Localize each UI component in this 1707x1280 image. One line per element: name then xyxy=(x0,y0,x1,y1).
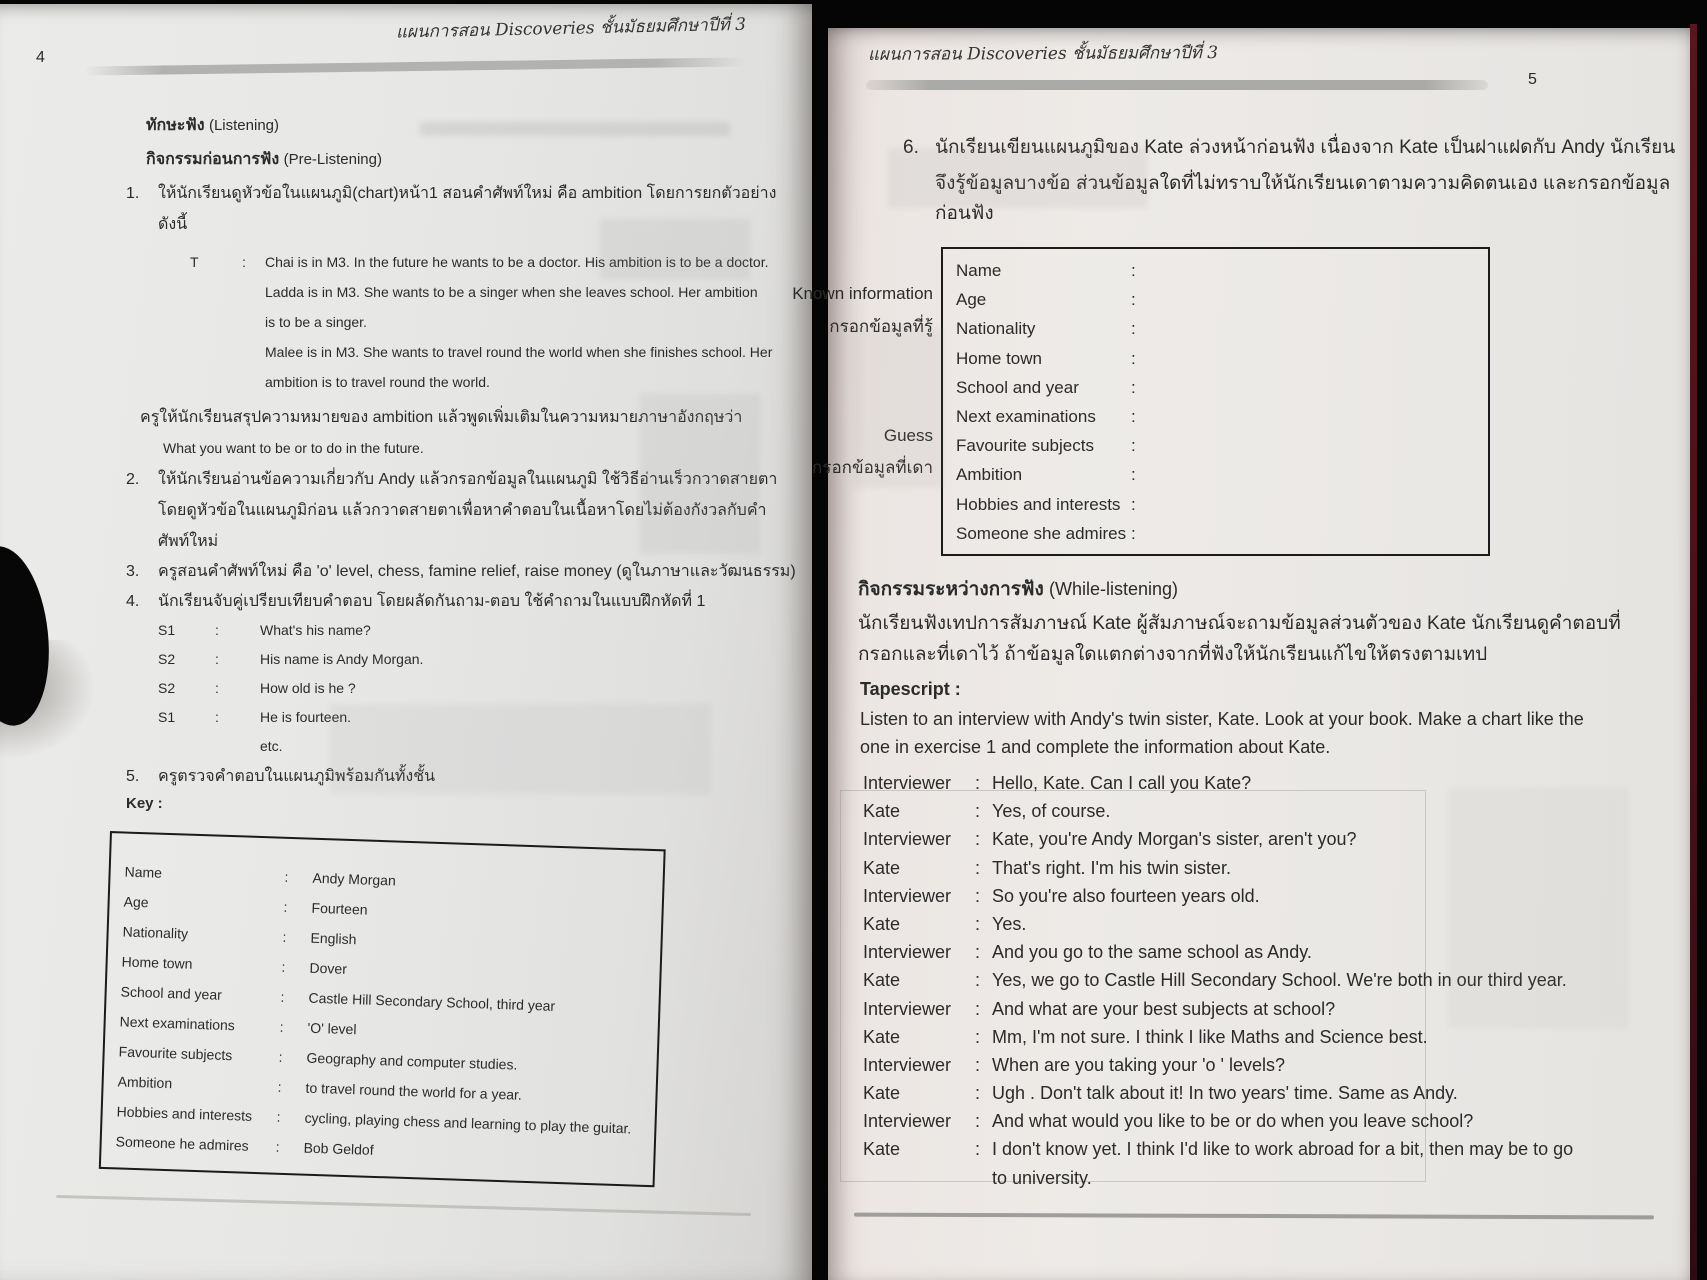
interview-text: Mm, I'm not sure. I think I like Maths and Science best. xyxy=(992,1026,1428,1047)
speaker-label: Kate xyxy=(863,857,901,878)
interview-line xyxy=(863,1168,1573,1196)
step-5 xyxy=(126,767,435,787)
interview-line xyxy=(863,999,1573,1027)
known-information-label: Known information xyxy=(792,284,933,303)
interview-line xyxy=(863,1111,1573,1139)
chart-row xyxy=(943,407,1488,436)
subsection-heading-english: (Pre-Listening) xyxy=(283,151,382,168)
interview-text: When are you taking your 'o ' levels? xyxy=(992,1054,1286,1075)
step-1-line-2: ดังนี้ xyxy=(158,216,188,233)
interview-line xyxy=(863,1139,1573,1167)
key-row-label: Next examinations xyxy=(119,1013,236,1034)
pair-line xyxy=(158,709,423,738)
known-information-label-thai: กรอกข้อมูลที่รู้ xyxy=(829,317,933,336)
step-4-text: นักเรียนจับคู่เปรียบเทียบคำตอบ โดยผลัดกันถาม-ตอบ ใช้คำถามในแบบฝึกหัดที่ 1 xyxy=(158,593,706,610)
chart-row-label: Next examinations xyxy=(956,406,1096,426)
teacher-text: ambition is to travel round the world. xyxy=(265,374,490,390)
step-6-line-1 xyxy=(903,136,1675,160)
key-row-label: Favourite subjects xyxy=(118,1043,233,1064)
step-6-number: 6. xyxy=(903,137,919,158)
interview-text: Yes, of course. xyxy=(992,801,1111,822)
step-1-text: ให้นักเรียนดูหัวข้อในแผนภูมิ(chart)หน้า1 สอนคำศัพท์ใหม่ คือ ambition โดยการยกตัวอย่าง xyxy=(158,185,777,202)
teacher-line xyxy=(190,314,772,344)
guess-label-thai: กรอกข้อมูลที่เดา xyxy=(812,458,933,477)
colon: : xyxy=(281,958,286,975)
colon: : xyxy=(975,829,981,850)
chart-row-label: Nationality xyxy=(956,319,1036,339)
key-row-value: 'O' level xyxy=(307,1019,357,1038)
step-3-text: ครูสอนคำศัพท์ใหม่ คือ 'o' level, chess, famine relief, raise money (ดูในภาษาและวัฒนธรรม) xyxy=(158,563,796,580)
step-4 xyxy=(126,592,705,612)
interview-text: to university. xyxy=(992,1167,1092,1188)
running-head-left: แผนการสอน Discoveries ชั้นมัธยมศึกษาปีที่ 3 xyxy=(395,14,747,43)
footer-rule-right xyxy=(854,1213,1654,1220)
colon: : xyxy=(215,680,219,696)
while-listening-heading xyxy=(858,578,1178,602)
interview-line xyxy=(863,801,1573,829)
teacher-model-dialogue xyxy=(190,254,772,404)
step-5-text: ครูตรวจคำตอบในแผนภูมิพร้อมกันทั้งชั้น xyxy=(158,768,436,785)
teacher-text: Chai is in M3. In the future he wants to be a doctor. His ambition is to be a doctor. xyxy=(265,254,769,270)
ambition-summary-thai: ครูให้นักเรียนสรุปความหมายของ ambition แล้วพูดเพิ่มเติมในความหมายภาษาอังกฤษว่า xyxy=(140,409,743,426)
speaker-label: Interviewer xyxy=(863,773,952,793)
pair-line xyxy=(158,622,423,651)
key-row-label: Name xyxy=(124,863,163,881)
colon: : xyxy=(1131,290,1136,310)
pair-line xyxy=(158,680,423,709)
key-label: Key : xyxy=(126,795,163,812)
interview-text: I don't know yet. I think I'd like to work abroad for a bit, then may be to go xyxy=(992,1139,1574,1160)
chart-row xyxy=(943,261,1488,290)
tapescript-label: Tapescript : xyxy=(860,679,961,699)
interview-line xyxy=(863,1027,1573,1055)
bleed-through-artifact xyxy=(420,122,730,136)
speaker-label: Interviewer xyxy=(863,1054,952,1075)
colon: : xyxy=(1131,436,1136,456)
interview-transcript xyxy=(863,773,1573,1196)
colon: : xyxy=(975,1083,981,1104)
section-heading-listening xyxy=(146,116,279,136)
interview-text: And you go to the same school as Andy. xyxy=(992,942,1312,963)
speaker-label: Kate xyxy=(863,970,901,991)
speaker-label: Kate xyxy=(863,801,901,822)
key-row-label: Home town xyxy=(121,953,193,972)
key-row-value: to travel round the world for a year. xyxy=(305,1079,523,1103)
tapescript-intro-line-2: one in exercise 1 and complete the information about Kate. xyxy=(860,737,1331,757)
step-3-number: 3. xyxy=(126,563,140,580)
step-1-line-1 xyxy=(126,184,776,204)
colon: : xyxy=(975,1026,981,1047)
colon: : xyxy=(277,1078,282,1095)
step-2-line-2: โดยดูหัวข้อในแผนภูมิก่อน แล้วกวาดสายตาเพื่อหาคำตอบในเนื้อหาโดยไม่ต้องกังวลกับคำ xyxy=(158,502,767,519)
key-row-label: Someone he admires xyxy=(115,1133,249,1154)
teacher-text: Ladda is in M3. She wants to be a singer when she leaves school. Her ambition xyxy=(265,284,758,300)
chart-row-label: Home town xyxy=(956,348,1042,368)
colon: : xyxy=(975,1054,981,1075)
chart-row-label: Hobbies and interests xyxy=(956,494,1121,514)
interview-line xyxy=(863,914,1573,942)
pair-text: What's his name? xyxy=(260,622,371,638)
colon: : xyxy=(280,988,285,1005)
left-page xyxy=(0,4,812,1280)
speaker-label: Interviewer xyxy=(863,998,952,1019)
speaker-label: S1 xyxy=(158,622,176,638)
while-listening-heading-english: (While-listening) xyxy=(1049,579,1179,599)
teacher-line xyxy=(190,374,772,404)
chart-row-label: Someone she admires xyxy=(956,523,1127,543)
key-row-value: Castle Hill Secondary School, third year xyxy=(308,989,556,1014)
interview-text: Yes. xyxy=(992,913,1027,934)
colon: : xyxy=(275,1138,280,1155)
colon: : xyxy=(975,1111,981,1132)
interview-line xyxy=(863,829,1573,857)
speaker-label: Kate xyxy=(863,913,901,934)
speaker-label: Kate xyxy=(863,1083,901,1104)
chart-row xyxy=(943,349,1488,378)
guess-label: Guess xyxy=(883,426,933,445)
speaker-label xyxy=(863,1168,975,1196)
colon: : xyxy=(975,1139,981,1160)
colon: : xyxy=(975,857,981,878)
chart-row-label: School and year xyxy=(956,377,1079,397)
speaker-label: T xyxy=(190,254,199,270)
colon: : xyxy=(215,709,219,725)
chart-row-label: Ambition xyxy=(956,465,1023,485)
colon: : xyxy=(975,773,981,793)
answer-key-chart xyxy=(99,831,666,1187)
right-page-number: 5 xyxy=(1528,71,1537,88)
colon: : xyxy=(242,254,246,270)
running-head-right: แผนการสอน Discoveries ชั้นมัธยมศึกษาปีที่ 3 xyxy=(867,43,1219,65)
interview-line xyxy=(863,970,1573,998)
step-2-text: ให้นักเรียนอ่านข้อความเกี่ยวกับ Andy แล้วกรอกข้อมูลในแผนภูมิ ใช้วิธีอ่านเร็วกวาดสายตา xyxy=(158,471,778,488)
colon: : xyxy=(215,651,219,667)
header-rule-right xyxy=(866,80,1488,90)
interview-line xyxy=(863,858,1573,886)
colon: : xyxy=(278,1048,283,1065)
colon: : xyxy=(284,868,289,885)
colon: : xyxy=(283,898,288,915)
interview-line xyxy=(863,1083,1573,1111)
key-row-label: Age xyxy=(123,893,149,911)
left-page-number: 4 xyxy=(36,49,45,66)
colon xyxy=(975,1168,992,1196)
while-listening-line-2: กรอกและที่เดาไว้ ถ้าข้อมูลใดแตกต่างจากที่ฟังให้นักเรียนแก้ไขให้ตรงตามเทป xyxy=(858,644,1488,665)
interview-line xyxy=(863,773,1573,801)
interview-line xyxy=(863,942,1573,970)
step-4-number: 4. xyxy=(126,593,140,610)
key-row-label: Nationality xyxy=(122,923,189,942)
chart-row-label: Favourite subjects xyxy=(956,436,1094,456)
chart-row xyxy=(943,436,1488,465)
key-row-label: Hobbies and interests xyxy=(116,1103,253,1124)
interview-text: And what are your best subjects at school? xyxy=(992,998,1336,1019)
speaker-label: Interviewer xyxy=(863,1111,952,1132)
colon: : xyxy=(1131,319,1136,339)
colon: : xyxy=(276,1108,281,1125)
colon: : xyxy=(1131,465,1136,485)
speaker-label: Interviewer xyxy=(863,942,952,963)
teacher-text: is to be a singer. xyxy=(265,314,367,330)
chart-row xyxy=(943,319,1488,348)
section-heading-thai: ทักษะฟัง xyxy=(146,117,205,134)
chart-row xyxy=(943,465,1488,494)
speaker-label: Kate xyxy=(863,1026,901,1047)
chart-row xyxy=(943,524,1488,553)
interview-line xyxy=(863,886,1573,914)
key-row-value: Andy Morgan xyxy=(312,869,397,889)
step-3 xyxy=(126,562,796,582)
speaker-label xyxy=(158,738,215,767)
chart-row xyxy=(943,378,1488,407)
colon: : xyxy=(975,942,981,963)
header-rule-left xyxy=(84,57,746,75)
footer-rule-left xyxy=(56,1195,751,1216)
key-row-label: Ambition xyxy=(117,1073,173,1092)
subsection-heading-thai: กิจกรรมก่อนการฟัง xyxy=(146,151,280,168)
teacher-line xyxy=(190,254,772,284)
key-row-value: English xyxy=(310,929,357,948)
interview-text: That's right. I'm his twin sister. xyxy=(992,857,1231,878)
speaker-label: Interviewer xyxy=(863,885,952,906)
interview-text: Kate, you're Andy Morgan's sister, aren't you? xyxy=(992,829,1357,850)
teacher-line xyxy=(190,284,772,314)
colon: : xyxy=(1131,377,1136,397)
interview-text: Ugh . Don't talk about it! In two years' time. Same as Andy. xyxy=(992,1083,1458,1104)
key-row-value: Dover xyxy=(309,959,348,977)
colon: : xyxy=(975,801,981,822)
speaker-label: Kate xyxy=(863,1139,901,1160)
key-row-value: Fourteen xyxy=(311,899,368,918)
colon: : xyxy=(215,622,219,638)
interview-text: Hello, Kate. Can I call you Kate? xyxy=(992,773,1252,793)
step-6-text: นักเรียนเขียนแผนภูมิของ Kate ล่วงหน้าก่อนฟัง เนื่องจาก Kate เป็นฝาแฝดกับ Andy นักเรียน xyxy=(935,137,1676,158)
colon xyxy=(215,738,260,767)
teacher-line xyxy=(190,344,772,374)
colon: : xyxy=(1131,261,1136,280)
colon: : xyxy=(975,885,981,906)
step-1-number: 1. xyxy=(126,185,140,202)
teacher-text: Malee is in M3. She wants to travel round the world when she finishes school. Her xyxy=(265,344,773,360)
pair-text: His name is Andy Morgan. xyxy=(260,651,424,667)
key-row-value: Geography and computer studies. xyxy=(306,1049,518,1073)
while-listening-line-1: นักเรียนฟังเทปการสัมภาษณ์ Kate ผู้สัมภาษณ์จะถามข้อมูลส่วนตัวของ Kate นักเรียนดูคำตอบที่ xyxy=(858,613,1621,634)
pair-practice-dialogue xyxy=(158,622,423,767)
speaker-label: S2 xyxy=(158,680,176,696)
key-row-label: School and year xyxy=(120,983,223,1003)
colon: : xyxy=(279,1018,284,1035)
key-row-value: Bob Geldof xyxy=(303,1139,374,1158)
colon: : xyxy=(975,913,981,934)
interview-text: So you're also fourteen years old. xyxy=(992,885,1260,906)
ambition-summary-english: What you want to be or to do in the future. xyxy=(163,440,424,456)
pair-text: He is fourteen. xyxy=(260,709,352,725)
colon: : xyxy=(1131,406,1136,426)
step-2-number: 2. xyxy=(126,471,140,488)
colon: : xyxy=(1131,523,1136,543)
speaker-label: Interviewer xyxy=(863,829,952,850)
chart-row-label: Name xyxy=(956,261,1002,280)
pair-line xyxy=(158,738,423,767)
chart-row xyxy=(943,495,1488,524)
tapescript-intro-line-1: Listen to an interview with Andy's twin sister, Kate. Look at your book. Make a chart like the xyxy=(860,709,1584,729)
colon: : xyxy=(1131,348,1136,368)
section-heading-english: (Listening) xyxy=(208,117,280,134)
colon: : xyxy=(975,998,981,1019)
step-6-line-2: จึงรู้ข้อมูลบางข้อ ส่วนข้อมูลใดที่ไม่ทราบให้นักเรียนเดาตามความคิดตนเอง และกรอกข้อมูล xyxy=(935,173,1671,194)
key-row-value: cycling, playing chess and learning to play the guitar. xyxy=(304,1109,632,1137)
chart-row-label: Age xyxy=(956,290,987,310)
colon: : xyxy=(282,928,287,945)
chart-row xyxy=(943,290,1488,319)
right-page xyxy=(792,28,1694,1280)
pair-line xyxy=(158,651,423,680)
colon: : xyxy=(1131,494,1136,514)
step-2-line-3: ศัพท์ใหม่ xyxy=(158,533,219,550)
step-2-line-1 xyxy=(126,470,777,490)
interview-text: And what would you like to be or do when you leave school? xyxy=(992,1111,1474,1132)
pair-text: etc. xyxy=(260,738,283,754)
while-listening-heading-thai: กิจกรรมระหว่างการฟัง xyxy=(858,579,1044,600)
speaker-label: S2 xyxy=(158,651,176,667)
blank-chart xyxy=(941,247,1490,556)
step-5-number: 5. xyxy=(126,768,140,785)
book-cover-edge xyxy=(1690,24,1697,1280)
colon: : xyxy=(975,970,981,991)
subsection-heading-pre-listening xyxy=(146,150,382,170)
interview-text: Yes, we go to Castle Hill Secondary School. We're both in our third year. xyxy=(992,970,1567,991)
speaker-label: S1 xyxy=(158,709,176,725)
step-6-line-3: ก่อนฟัง xyxy=(935,203,994,224)
interview-line xyxy=(863,1055,1573,1083)
pair-text: How old is he ? xyxy=(260,680,356,696)
